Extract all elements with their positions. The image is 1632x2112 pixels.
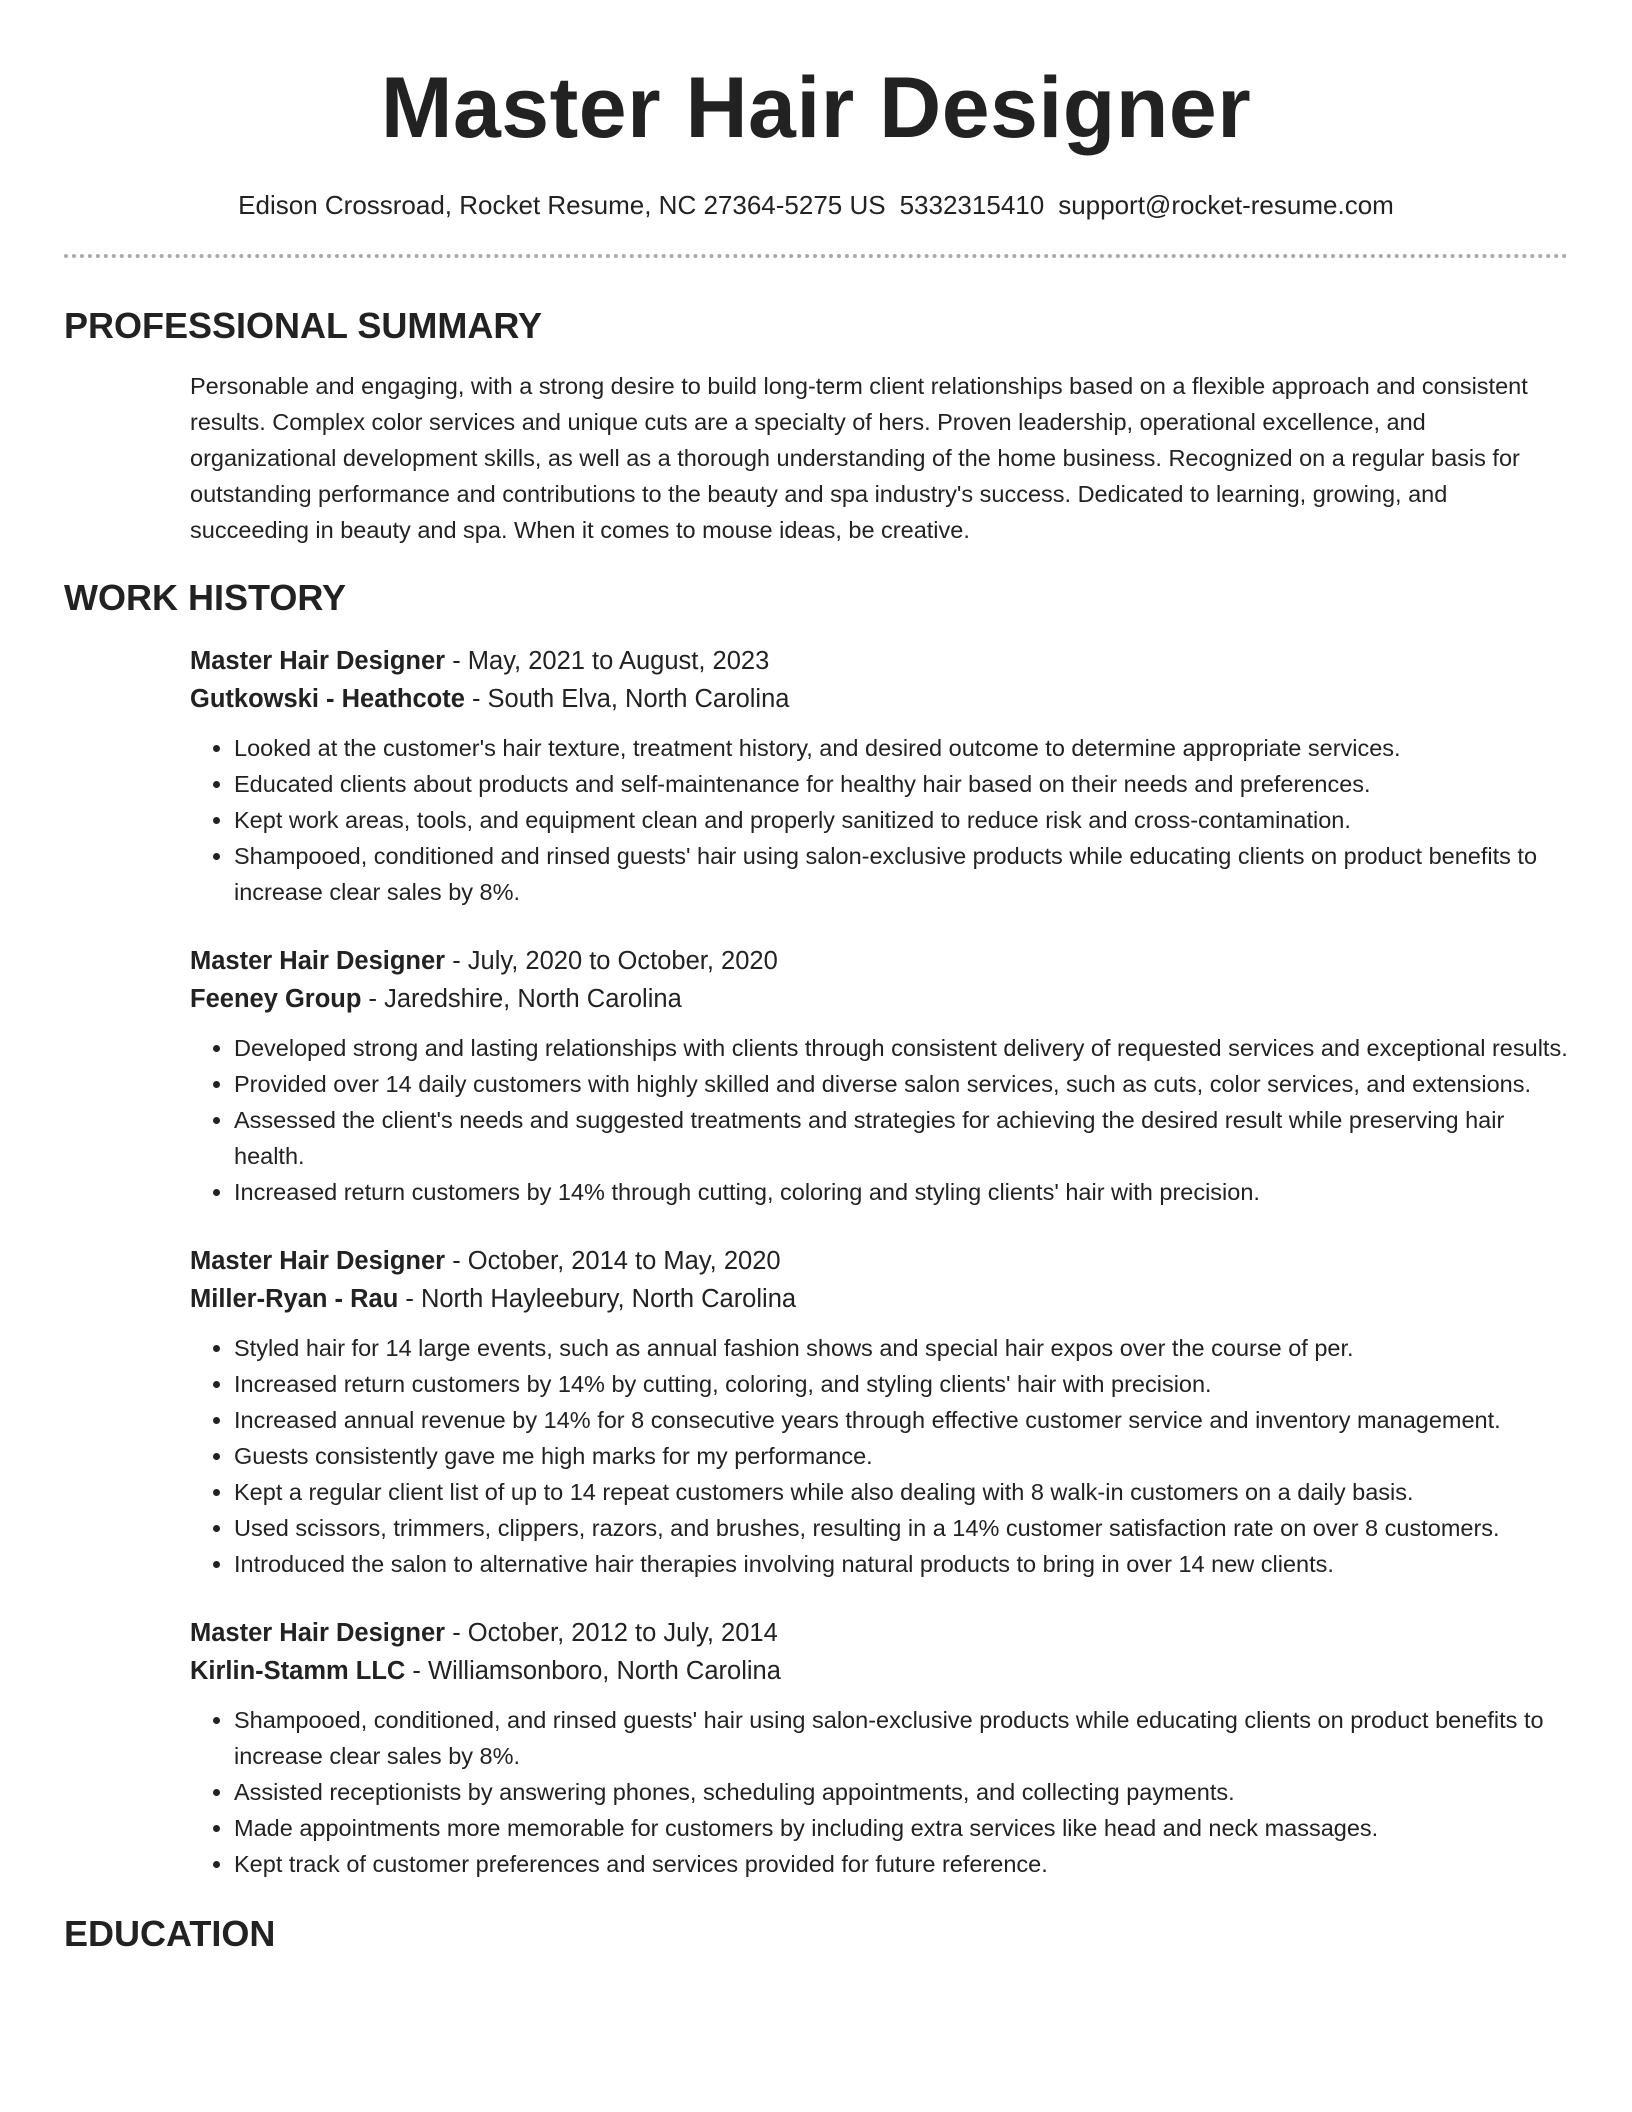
job-dates: - October, 2012 to July, 2014 <box>445 1619 778 1647</box>
job-bullet: • Kept track of customer preferences and services provided for future reference. <box>234 1846 1568 1882</box>
job-bullet: • Shampooed, conditioned and rinsed guests' hair using salon-exclusive products while educating clients on product benefits to increase clear sales by 8%. <box>234 838 1568 910</box>
job-company: Gutkowski - Heathcote <box>190 685 465 713</box>
job-title-line <box>190 1242 1568 1280</box>
summary-heading: PROFESSIONAL SUMMARY <box>64 305 543 346</box>
job-location: - North Hayleebury, North Carolina <box>398 1285 797 1313</box>
job-company-line <box>190 980 1568 1018</box>
job-company: Miller-Ryan - Rau <box>190 1285 399 1313</box>
job-bullet: • Used scissors, trimmers, clippers, razors, and brushes, resulting in a 14% customer satisfaction rate on over 8 customers. <box>234 1510 1568 1546</box>
job-role: Master Hair Designer <box>190 947 446 975</box>
job-title-line <box>190 1614 1568 1652</box>
job-bullet: • Educated clients about products and self-maintenance for healthy hair based on their needs and preferences. <box>234 766 1568 802</box>
job-title-line <box>190 642 1568 680</box>
summary-text: Personable and engaging, with a strong desire to build long-term client relationships based on a flexible approach and consistent results. Complex color services and unique cuts are a specialty of hers. Proven leadership, operational excellence, and organizational development skills, as well as a thorough understanding of the home business. Recognized on a regular basis for outstanding performance and contributions to the beauty and spa industry's success. Dedicated to learning, growing, and succeeding in beauty and spa. When it comes to mouse ideas, be creative. <box>190 373 1528 543</box>
job-role: Master Hair Designer <box>190 1247 446 1275</box>
job-bullet: • Guests consistently gave me high marks for my performance. <box>234 1438 1568 1474</box>
job-bullets <box>190 1030 1568 1210</box>
job-bullets <box>190 730 1568 910</box>
job-company: Kirlin-Stamm LLC <box>190 1657 406 1685</box>
resume-name: Master Hair Designer <box>380 60 1252 156</box>
contact-email: support@rocket-resume.com <box>1058 190 1394 220</box>
education-heading: EDUCATION <box>64 1913 276 1954</box>
job-bullet: • Developed strong and lasting relationships with clients through consistent delivery of requested services and exceptional results. <box>234 1030 1568 1066</box>
job-bullet: • Provided over 14 daily customers with highly skilled and diverse salon services, such as cuts, color services, and extensions. <box>234 1066 1568 1102</box>
work-history-heading: WORK HISTORY <box>64 577 347 618</box>
contact-line <box>64 188 1568 222</box>
job-entry <box>190 942 1568 1210</box>
job-dates: - October, 2014 to May, 2020 <box>445 1247 781 1275</box>
job-entry <box>190 1614 1568 1882</box>
job-location: - South Elva, North Carolina <box>464 685 790 713</box>
job-company-line <box>190 1652 1568 1690</box>
job-location: - Jaredshire, North Carolina <box>361 985 682 1013</box>
job-bullet: • Styled hair for 14 large events, such as annual fashion shows and special hair expos over the course of per. <box>234 1330 1568 1366</box>
job-bullet: • Looked at the customer's hair texture, treatment history, and desired outcome to determine appropriate services. <box>234 730 1568 766</box>
job-bullet: • Increased annual revenue by 14% for 8 consecutive years through effective customer service and inventory management. <box>234 1402 1568 1438</box>
job-company-line <box>190 680 1568 718</box>
job-bullet: • Shampooed, conditioned, and rinsed guests' hair using salon-exclusive products while educating clients on product benefits to increase clear sales by 8%. <box>234 1702 1568 1774</box>
job-role: Master Hair Designer <box>190 1619 446 1647</box>
contact-address: Edison Crossroad, Rocket Resume, NC 27364-5275 US <box>238 190 886 220</box>
job-entry <box>190 1242 1568 1582</box>
job-bullet: • Assisted receptionists by answering phones, scheduling appointments, and collecting payments. <box>234 1774 1568 1810</box>
job-bullet: • Assessed the client's needs and suggested treatments and strategies for achieving the desired result while preserving hair health. <box>234 1102 1568 1174</box>
job-role: Master Hair Designer <box>190 647 446 675</box>
job-company-line <box>190 1280 1568 1318</box>
job-bullets <box>190 1330 1568 1582</box>
job-bullet: • Introduced the salon to alternative hair therapies involving natural products to bring in over 14 new clients. <box>234 1546 1568 1582</box>
contact-phone: 5332315410 <box>899 190 1045 220</box>
work-history-list <box>190 642 1568 1882</box>
job-bullet: • Kept work areas, tools, and equipment clean and properly sanitized to reduce risk and cross-contamination. <box>234 802 1568 838</box>
job-entry <box>190 642 1568 910</box>
job-bullet: • Made appointments more memorable for customers by including extra services like head and neck massages. <box>234 1810 1568 1846</box>
job-bullet: • Kept a regular client list of up to 14 repeat customers while also dealing with 8 walk-in customers on a daily basis. <box>234 1474 1568 1510</box>
job-bullet: • Increased return customers by 14% by cutting, coloring, and styling clients' hair with precision. <box>234 1366 1568 1402</box>
job-dates: - July, 2020 to October, 2020 <box>445 947 778 975</box>
job-title-line <box>190 942 1568 980</box>
job-company: Feeney Group <box>190 985 362 1013</box>
job-dates: - May, 2021 to August, 2023 <box>445 647 770 675</box>
job-bullet: • Increased return customers by 14% through cutting, coloring and styling clients' hair with precision. <box>234 1174 1568 1210</box>
job-bullets <box>190 1702 1568 1882</box>
job-location: - Williamsonboro, North Carolina <box>405 1657 781 1685</box>
header-divider <box>64 254 1568 258</box>
